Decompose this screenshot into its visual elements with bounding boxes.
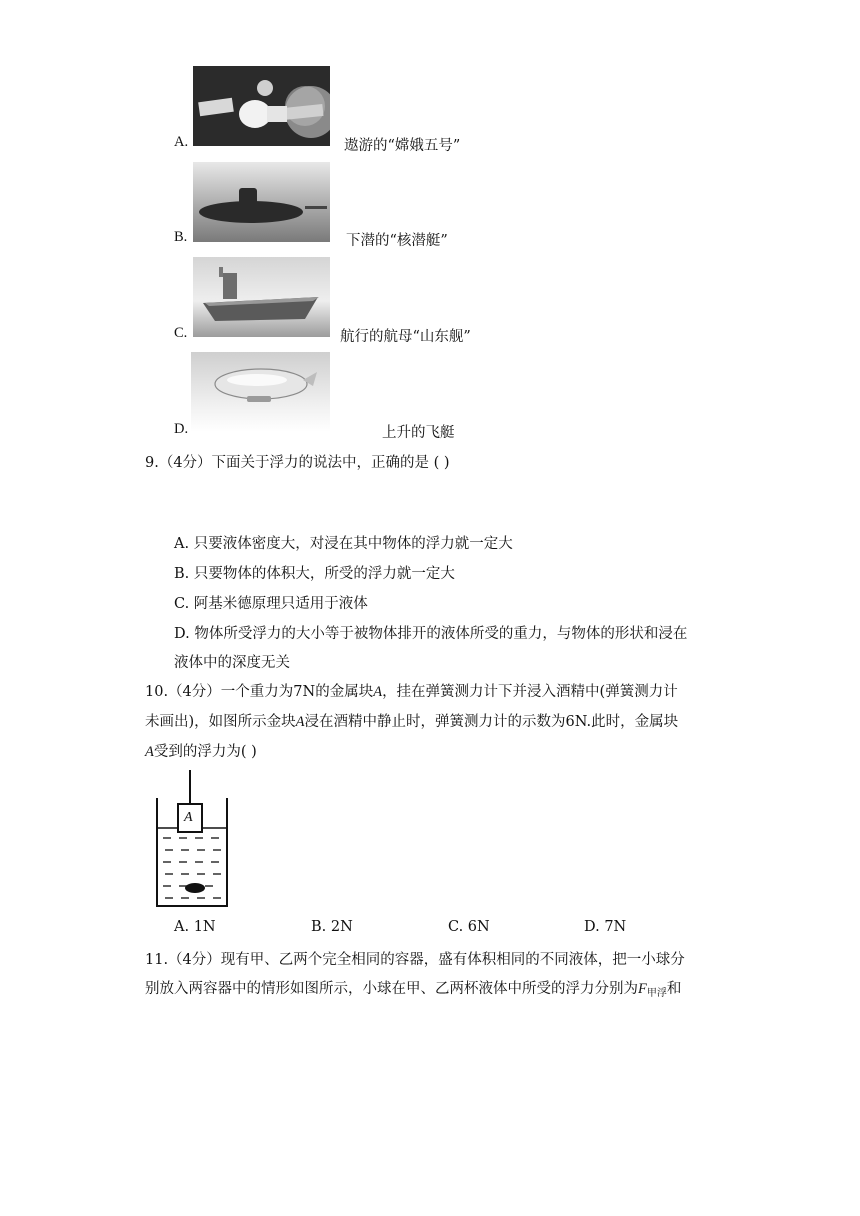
q9-option-a: A. 只要液体密度大，对浸在其中物体的浮力就一定大 <box>174 536 513 552</box>
q10-figure-container <box>145 766 235 910</box>
q9-option-c: C. 阿基米德原理只适用于液体 <box>174 596 368 612</box>
q10-option-d: D. 7N <box>584 919 627 935</box>
q9-option-d-continued: 液体中的深度无关 <box>174 655 290 671</box>
airship-icon <box>191 352 330 432</box>
q11-stem-line2: 别放入两容器中的情形如图所示，小球在甲、乙两杯液体中所受的浮力分别为$F_{甲浮}$和 <box>145 981 682 999</box>
option-letter: A. <box>174 134 189 150</box>
q10-stem-line2: 未画出)，如图所示金块A浸在酒精中静止时，弹簧测力计的示数为6N.此时，金属块 <box>145 714 679 730</box>
option-text: 航行的航母“山东舰” <box>340 329 471 345</box>
submarine-icon <box>193 162 330 242</box>
option-letter: D. <box>174 421 189 437</box>
aircraft-carrier-icon <box>193 257 330 337</box>
option-text: 遨游的“嫦娥五号” <box>344 138 461 154</box>
q10-option-b: B. 2N <box>311 919 353 935</box>
option-letter: C. <box>174 325 188 341</box>
q10-option-c: C. 6N <box>448 919 490 935</box>
option-letter: B. <box>174 229 188 245</box>
q10-stem-line3: A受到的浮力为( ) <box>145 744 257 760</box>
q11-stem-line1: 11.（4分）现有甲、乙两个完全相同的容器，盛有体积相同的不同液体，把一小球分 <box>145 952 685 968</box>
q9-option-b: B. 只要物体的体积大，所受的浮力就一定大 <box>174 566 455 582</box>
option-text: 下潜的“核潜艇” <box>346 233 448 249</box>
satellite-icon <box>193 66 330 146</box>
q9-stem: 9.（4分）下面关于浮力的说法中，正确的是 ( ) <box>145 455 450 471</box>
q10-stem-line1: 10.（4分）一个重力为7N的金属块A，挂在弹簧测力计下并浸入酒精中(弹簧测力计 <box>145 684 678 700</box>
option-text: 上升的飞艇 <box>382 425 455 441</box>
q10-option-a: A. 1N <box>174 919 216 935</box>
q10-figure-label: A <box>184 810 193 825</box>
q9-option-d: D. 物体所受浮力的大小等于被物体排开的液体所受的重力，与物体的形状和浸在 <box>174 626 688 642</box>
